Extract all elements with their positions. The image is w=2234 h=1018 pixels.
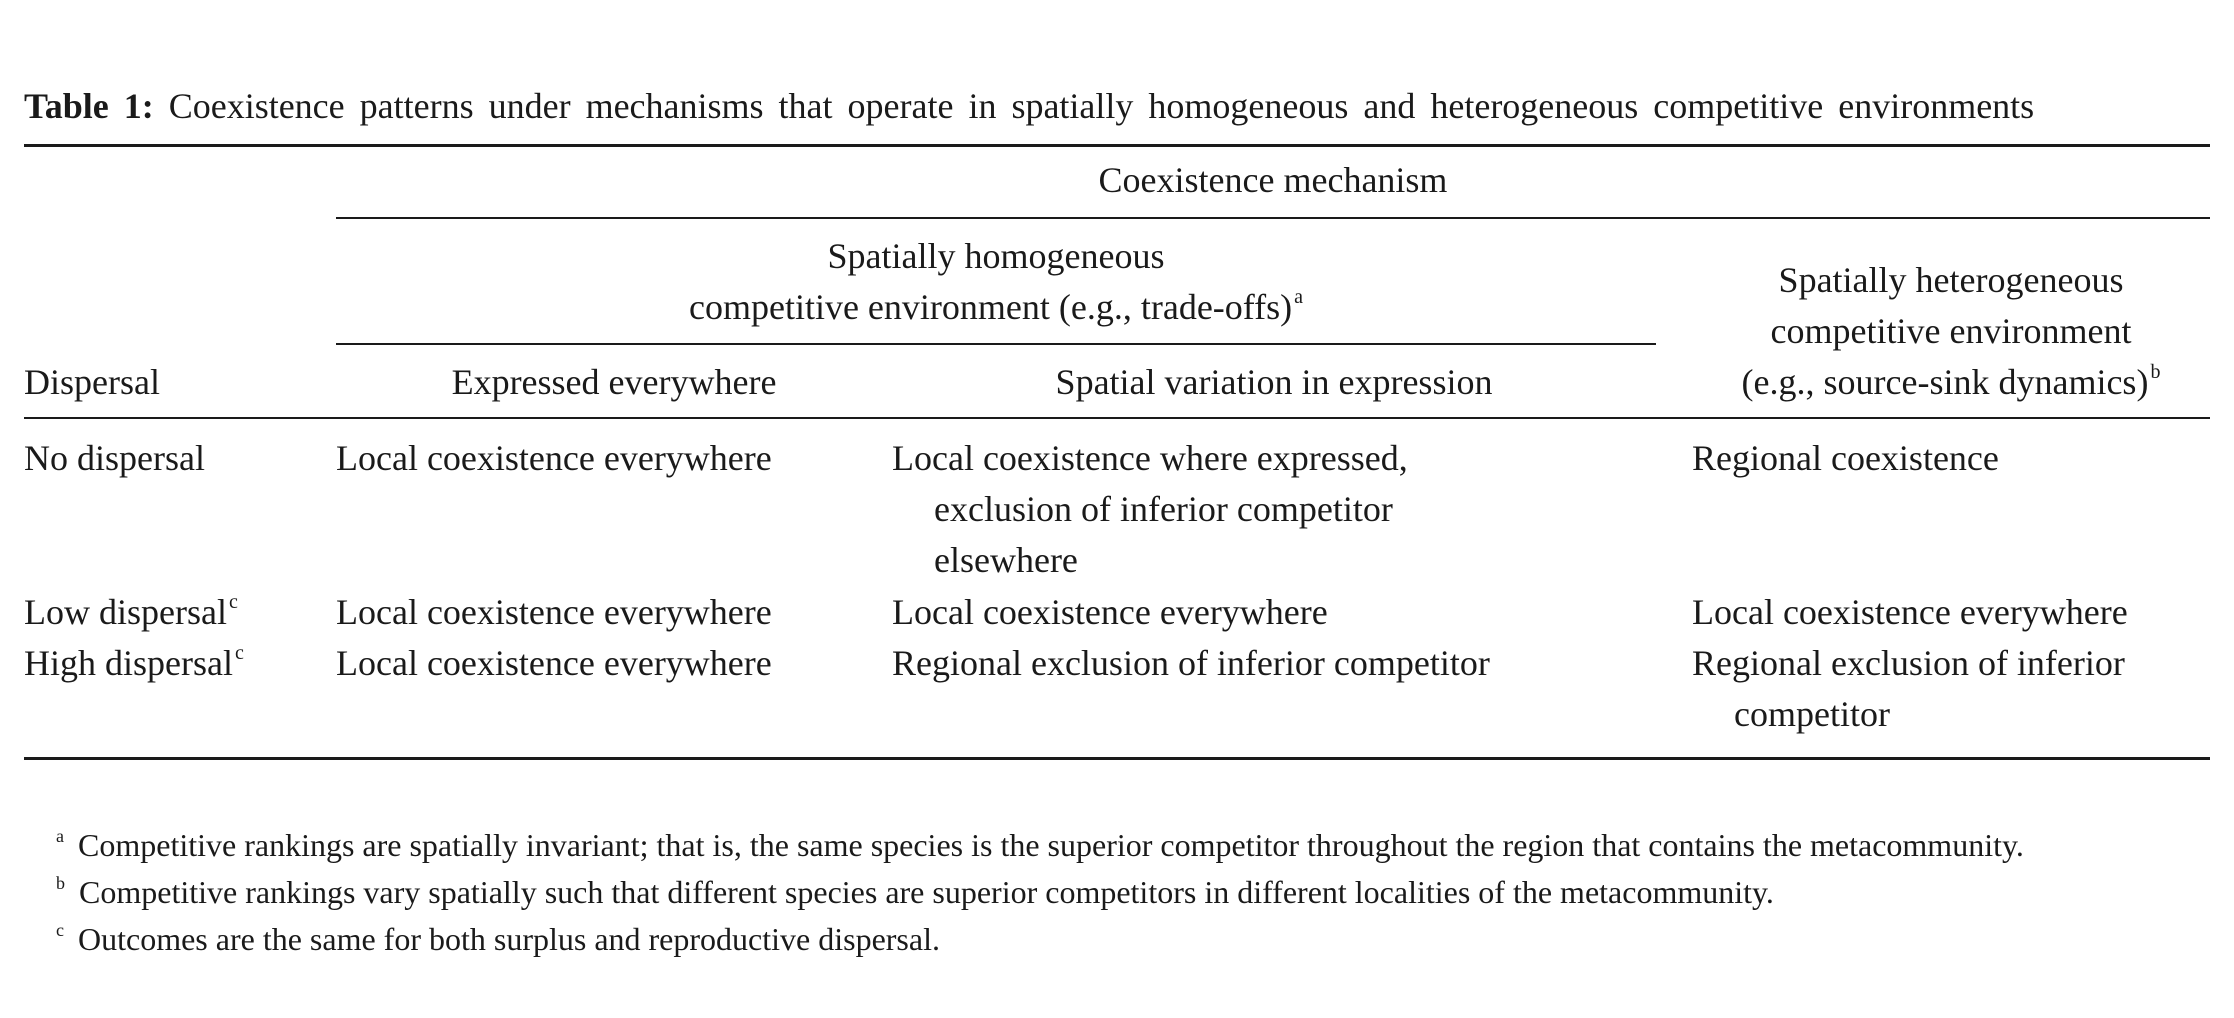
row2-dispersal (24, 587, 238, 638)
caption-text: Coexistence patterns under mechanisms that operate in spatially homogeneous and heterogeneous competitive environments (168, 86, 2035, 126)
header-homogeneous-line2-text: competitive environment (e.g., trade-offs) (688, 287, 1293, 327)
row1-dispersal: No dispersal (24, 438, 205, 478)
header-homogeneous-line2 (336, 282, 1656, 333)
footnote-a (56, 822, 2216, 869)
row3-expressed: Local coexistence everywhere (336, 643, 772, 683)
row3-heterogeneous-line2: competitor (1734, 694, 1890, 734)
footnote-mark-b: b (2150, 361, 2161, 383)
header-heterogeneous (1692, 255, 2210, 408)
footnote-mark-a: a (1294, 286, 1303, 308)
header-homogeneous-line1: Spatially homogeneous (827, 236, 1165, 276)
row1-spatial-line3: elsewhere (934, 540, 1078, 580)
footnote-b (56, 869, 2216, 916)
header-rule-homogeneous (336, 343, 1656, 345)
row3-dispersal-text: High dispersal (24, 643, 233, 683)
table-footnotes (56, 822, 2216, 963)
col-header-expressed: Expressed everywhere (451, 362, 777, 402)
row2-spatial: Local coexistence everywhere (892, 592, 1328, 632)
footnote-c (56, 916, 2216, 963)
footnote-mark-c: c (234, 642, 244, 664)
footnote-c-text: Outcomes are the same for both surplus and reproductive dispersal. (78, 921, 940, 957)
row1-expressed: Local coexistence everywhere (336, 438, 772, 478)
header-rule-group (336, 217, 2210, 219)
header-heterogeneous-line3 (1692, 357, 2210, 408)
col-header-dispersal: Dispersal (24, 362, 160, 402)
row1-spatial-line1: Local coexistence where expressed, (892, 438, 1408, 478)
header-heterogeneous-line1: Spatially heterogeneous (1778, 260, 2124, 300)
row1-spatial (892, 433, 1408, 586)
footnote-a-text: Competitive rankings are spatially invariant; that is, the same species is the superior competitor throughout the region that contains the metacommunity. (78, 827, 2024, 863)
caption-label: Table 1: (24, 86, 154, 126)
row3-dispersal (24, 638, 244, 689)
row1-heterogeneous: Regional coexistence (1692, 438, 1999, 478)
row1-spatial-line2: exclusion of inferior competitor (934, 489, 1393, 529)
footnote-b-mark: b (56, 873, 65, 893)
row3-heterogeneous (1692, 638, 2125, 740)
row3-spatial: Regional exclusion of inferior competitor (892, 643, 1490, 683)
header-rule-body (24, 417, 2210, 419)
footnote-mark-c: c (228, 591, 238, 613)
table-caption (24, 80, 2210, 132)
row3-heterogeneous-line1: Regional exclusion of inferior (1692, 643, 2125, 683)
footnote-c-mark: c (56, 920, 64, 940)
row2-expressed: Local coexistence everywhere (336, 592, 772, 632)
row2-dispersal-text: Low dispersal (24, 592, 227, 632)
footnote-a-mark: a (56, 826, 64, 846)
col-header-spatial-variation: Spatial variation in expression (1055, 362, 1493, 402)
coexistence-table (24, 144, 2210, 760)
header-heterogeneous-line2: competitive environment (1770, 311, 2132, 351)
header-homogeneous (336, 231, 1656, 333)
footnote-b-text: Competitive rankings vary spatially such that different species are superior competitors in different localities of the metacommunity. (79, 874, 1774, 910)
table-figure (24, 80, 2210, 760)
header-coexistence-mechanism: Coexistence mechanism (1098, 160, 1448, 200)
header-heterogeneous-line3-text: (e.g., source-sink dynamics) (1741, 362, 2149, 402)
row2-heterogeneous: Local coexistence everywhere (1692, 592, 2128, 632)
